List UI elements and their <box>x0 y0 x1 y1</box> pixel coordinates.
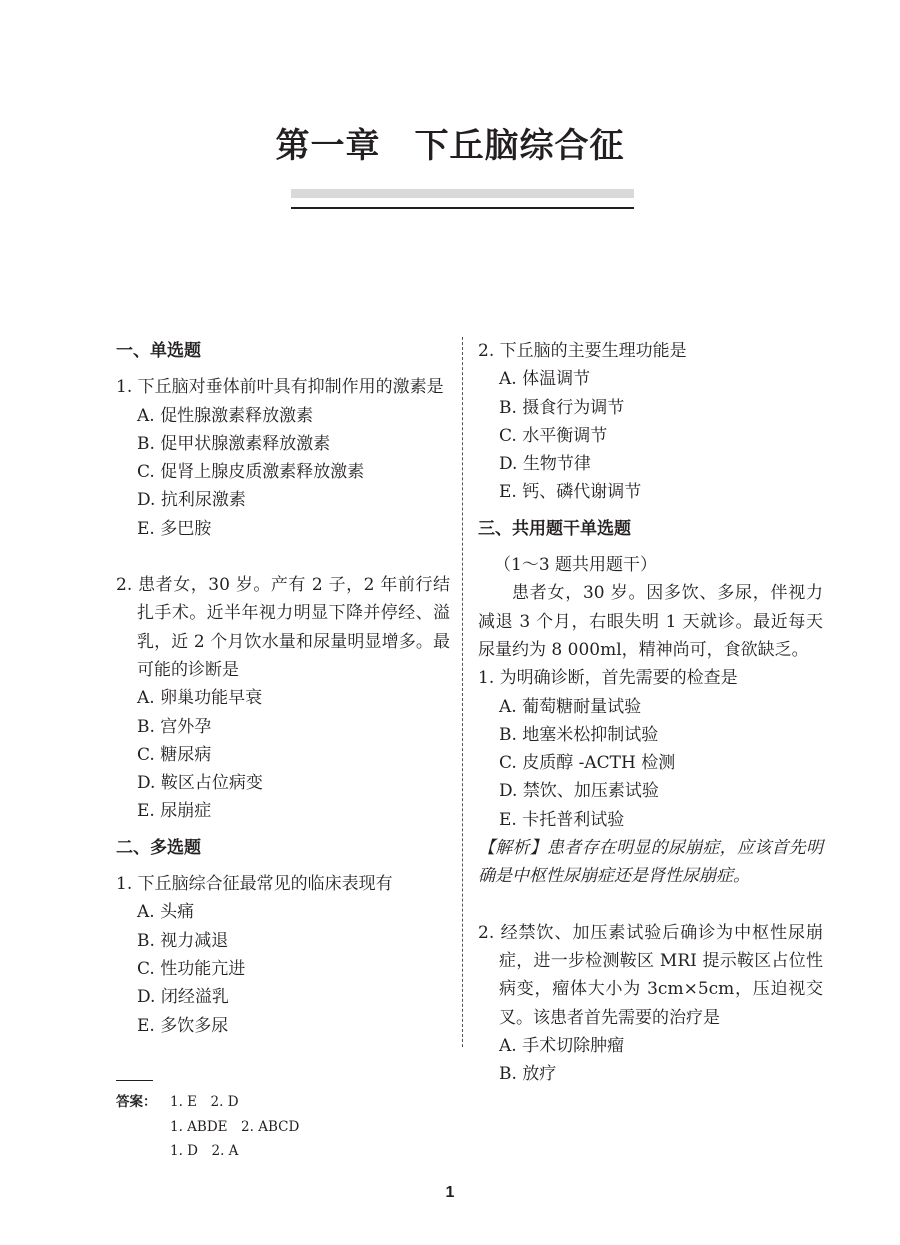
option-b: B. 宫外孕 <box>137 716 212 737</box>
section-heading-multi: 二、多选题 <box>116 837 201 858</box>
option-d: D. 生物节律 <box>499 454 591 475</box>
question-stem: 2. 经禁饮、加压素试验后确诊为中枢性尿崩症，进一步检测鞍区 MRI 提示鞍区占位性病变，瘤体大小为 3cm×5cm，压迫视交叉。该患者首先需要的治疗是 <box>478 922 823 1028</box>
option-c: C. 皮质醇 -ACTH 检测 <box>499 753 676 774</box>
option-d: D. 抗利尿激素 <box>137 490 246 511</box>
answer-shared: 1. D 2. A <box>170 1143 239 1159</box>
chapter-number: 第一章 <box>275 126 381 166</box>
chapter-title <box>0 118 900 167</box>
option-a: A. 手术切除肿瘤 <box>499 1035 625 1056</box>
option-a: A. 葡萄糖耐量试验 <box>499 696 642 717</box>
option-d: D. 禁饮、加压素试验 <box>499 781 659 802</box>
option-d: D. 鞍区占位病变 <box>137 773 263 794</box>
analysis-note: 【解析】患者存在明显的尿崩症，应该首先明确是中枢性尿崩症还是肾性尿崩症。 <box>478 838 823 887</box>
option-e: E. 多巴胺 <box>137 518 212 539</box>
option-b: B. 放疗 <box>499 1064 557 1085</box>
option-a: A. 促性腺激素释放激素 <box>137 405 314 426</box>
option-d: D. 闭经溢乳 <box>137 987 229 1008</box>
option-b: B. 促甲状腺激素释放激素 <box>137 433 331 454</box>
question-stem: 1. 下丘脑综合征最常见的临床表现有 <box>116 874 393 895</box>
option-a: A. 头痛 <box>137 902 195 923</box>
question-single-1 <box>116 373 450 543</box>
option-e: E. 尿崩症 <box>137 801 212 822</box>
shared-stem-note: （1～3 题共用题干） <box>494 555 658 576</box>
case-description: 患者女，30 岁。因多饮、多尿，伴视力减退 3 个月，右眼失明 1 天就诊。最近每天尿量约为 8 000ml，精神尚可，食欲缺乏。 <box>478 583 823 660</box>
question-stem: 2. 下丘脑的主要生理功能是 <box>478 341 687 361</box>
section-heading-single: 一、单选题 <box>116 341 201 361</box>
answer-multi: 1. ABDE 2. ABCD <box>170 1118 300 1135</box>
question-shared-2 <box>478 919 823 1089</box>
question-multi-2 <box>478 337 823 507</box>
question-multi-1 <box>116 870 450 1040</box>
question-shared-1 <box>478 664 823 834</box>
answer-label: 答案： <box>116 1094 157 1110</box>
option-e: E. 多饮多尿 <box>137 1015 229 1036</box>
question-stem: 2. 患者女，30 岁。产有 2 子，2 年前行结扎手术。近半年视力明显下降并停经、溢乳，近 2 个月饮水量和尿量明显增多。最可能的诊断是 <box>116 575 450 680</box>
answer-key <box>116 1090 299 1164</box>
page-number: 1 <box>445 1184 455 1201</box>
column-divider <box>462 337 463 1047</box>
option-c: C. 促肾上腺皮质激素释放激素 <box>137 462 365 483</box>
option-e: E. 钙、磷代谢调节 <box>499 482 642 503</box>
right-column <box>478 337 823 1088</box>
question-single-2 <box>116 571 450 826</box>
option-c: C. 糖尿病 <box>137 744 212 765</box>
question-stem: 1. 下丘脑对垂体前叶具有抑制作用的激素是 <box>116 377 444 398</box>
option-b: B. 地塞米松抑制试验 <box>499 724 659 745</box>
chapter-name: 下丘脑综合征 <box>414 126 625 166</box>
option-c: C. 性功能亢进 <box>137 958 246 979</box>
option-c: C. 水平衡调节 <box>499 425 608 446</box>
option-b: B. 摄食行为调节 <box>499 397 625 418</box>
answer-single: 1. E 2. D <box>170 1094 239 1110</box>
option-a: A. 体温调节 <box>499 369 591 390</box>
option-a: A. 卵巢功能早衰 <box>137 688 263 709</box>
option-e: E. 卡托普利试验 <box>499 809 625 830</box>
title-rule <box>291 207 634 209</box>
title-gray-bar <box>291 189 634 198</box>
left-column <box>116 337 450 1040</box>
section-heading-shared: 三、共用题干单选题 <box>478 518 631 539</box>
question-stem: 1. 为明确诊断，首先需要的检查是 <box>478 668 738 689</box>
answer-rule <box>116 1080 153 1081</box>
option-b: B. 视力减退 <box>137 930 229 951</box>
